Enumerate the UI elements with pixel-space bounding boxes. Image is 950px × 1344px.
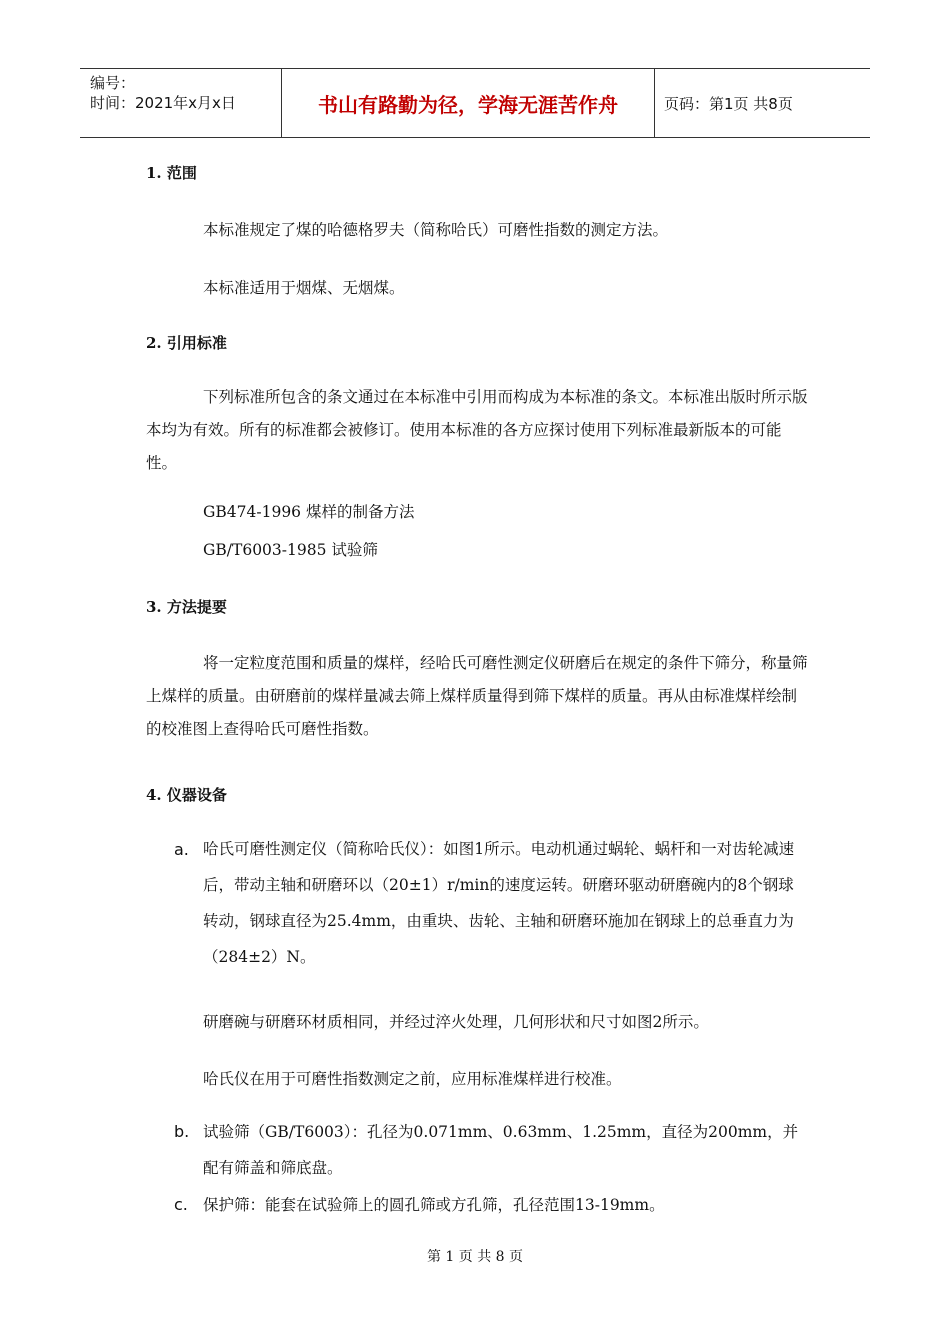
section-1-title: 1. 范围 [146,164,197,182]
list-marker: a. [174,840,189,859]
list-marker: c. [174,1195,188,1214]
header-left-cell [90,73,236,113]
section-3-title: 3. 方法提要 [146,598,227,616]
number-label: 编号： [90,74,136,92]
section-1-paragraph-1: 本标准规定了煤的哈德格罗夫（简称哈氏）可磨性指数的测定方法。 [203,221,669,239]
list-marker: b. [174,1122,190,1141]
section-3-paragraph: 将一定粒度范围和质量的煤样，经哈氏可磨性测定仪研磨后在规定的条件下筛分，称量筛上煤样的质量。由研磨前的煤样量减去筛上煤样质量得到筛下煤样的质量。再从由标准煤样绘制的校准图上查得哈氏可磨性指数。 [146,654,808,738]
section-2-paragraph: 下列标准所包含的条文通过在本标准中引用而构成为本标准的条文。本标准出版时所示版本均为有效。所有的标准都会被修订。使用本标准的各方应探讨使用下列标准最新版本的可能性。 [146,388,808,472]
section-1-paragraph-2: 本标准适用于烟煤、无烟煤。 [203,279,405,297]
page-footer: 第 1 页 共 8 页 [426,1249,524,1265]
equipment-item-c: 保护筛：能套在试验筛上的圆孔筛或方孔筛，孔径范围13-19mm。 [203,1196,665,1214]
equipment-note: 哈氏仪在用于可磨性指数测定之前，应用标准煤样进行校准。 [203,1070,622,1088]
section-2-title: 2. 引用标准 [146,334,227,352]
document-header [80,68,870,138]
header-page-label: 页码：第1页 共8页 [664,95,793,113]
equipment-note: 研磨碗与研磨环材质相同，并经过淬火处理，几何形状和尺寸如图2所示。 [203,1013,709,1031]
time-label: 时间：2021年x月x日 [90,94,236,112]
reference-item: GB/T6003-1985 试验筛 [203,541,378,559]
reference-item: GB474-1996 煤样的制备方法 [203,503,415,521]
section-4-title: 4. 仪器设备 [146,786,227,804]
equipment-item-a: 哈氏可磨性测定仪（简称哈氏仪）：如图1所示。电动机通过蜗轮、蜗杆和一对齿轮减速后，带动主轴和研磨环以（20±1）r/min的速度运转。研磨环驱动研磨碗内的8个钢球转动，钢球直径为25.4mm，由重块、齿轮、主轴和研磨环施加在钢球上的总垂直力为（284±2）N。 [203,840,795,966]
header-divider [654,69,655,137]
equipment-item-b: 试验筛（GB/T6003）：孔径为0.071mm、0.63mm、1.25mm，直径为200mm，并配有筛盖和筛底盘。 [203,1123,799,1177]
header-motto: 书山有路勤为径，学海无涯苦作舟 [318,93,618,117]
